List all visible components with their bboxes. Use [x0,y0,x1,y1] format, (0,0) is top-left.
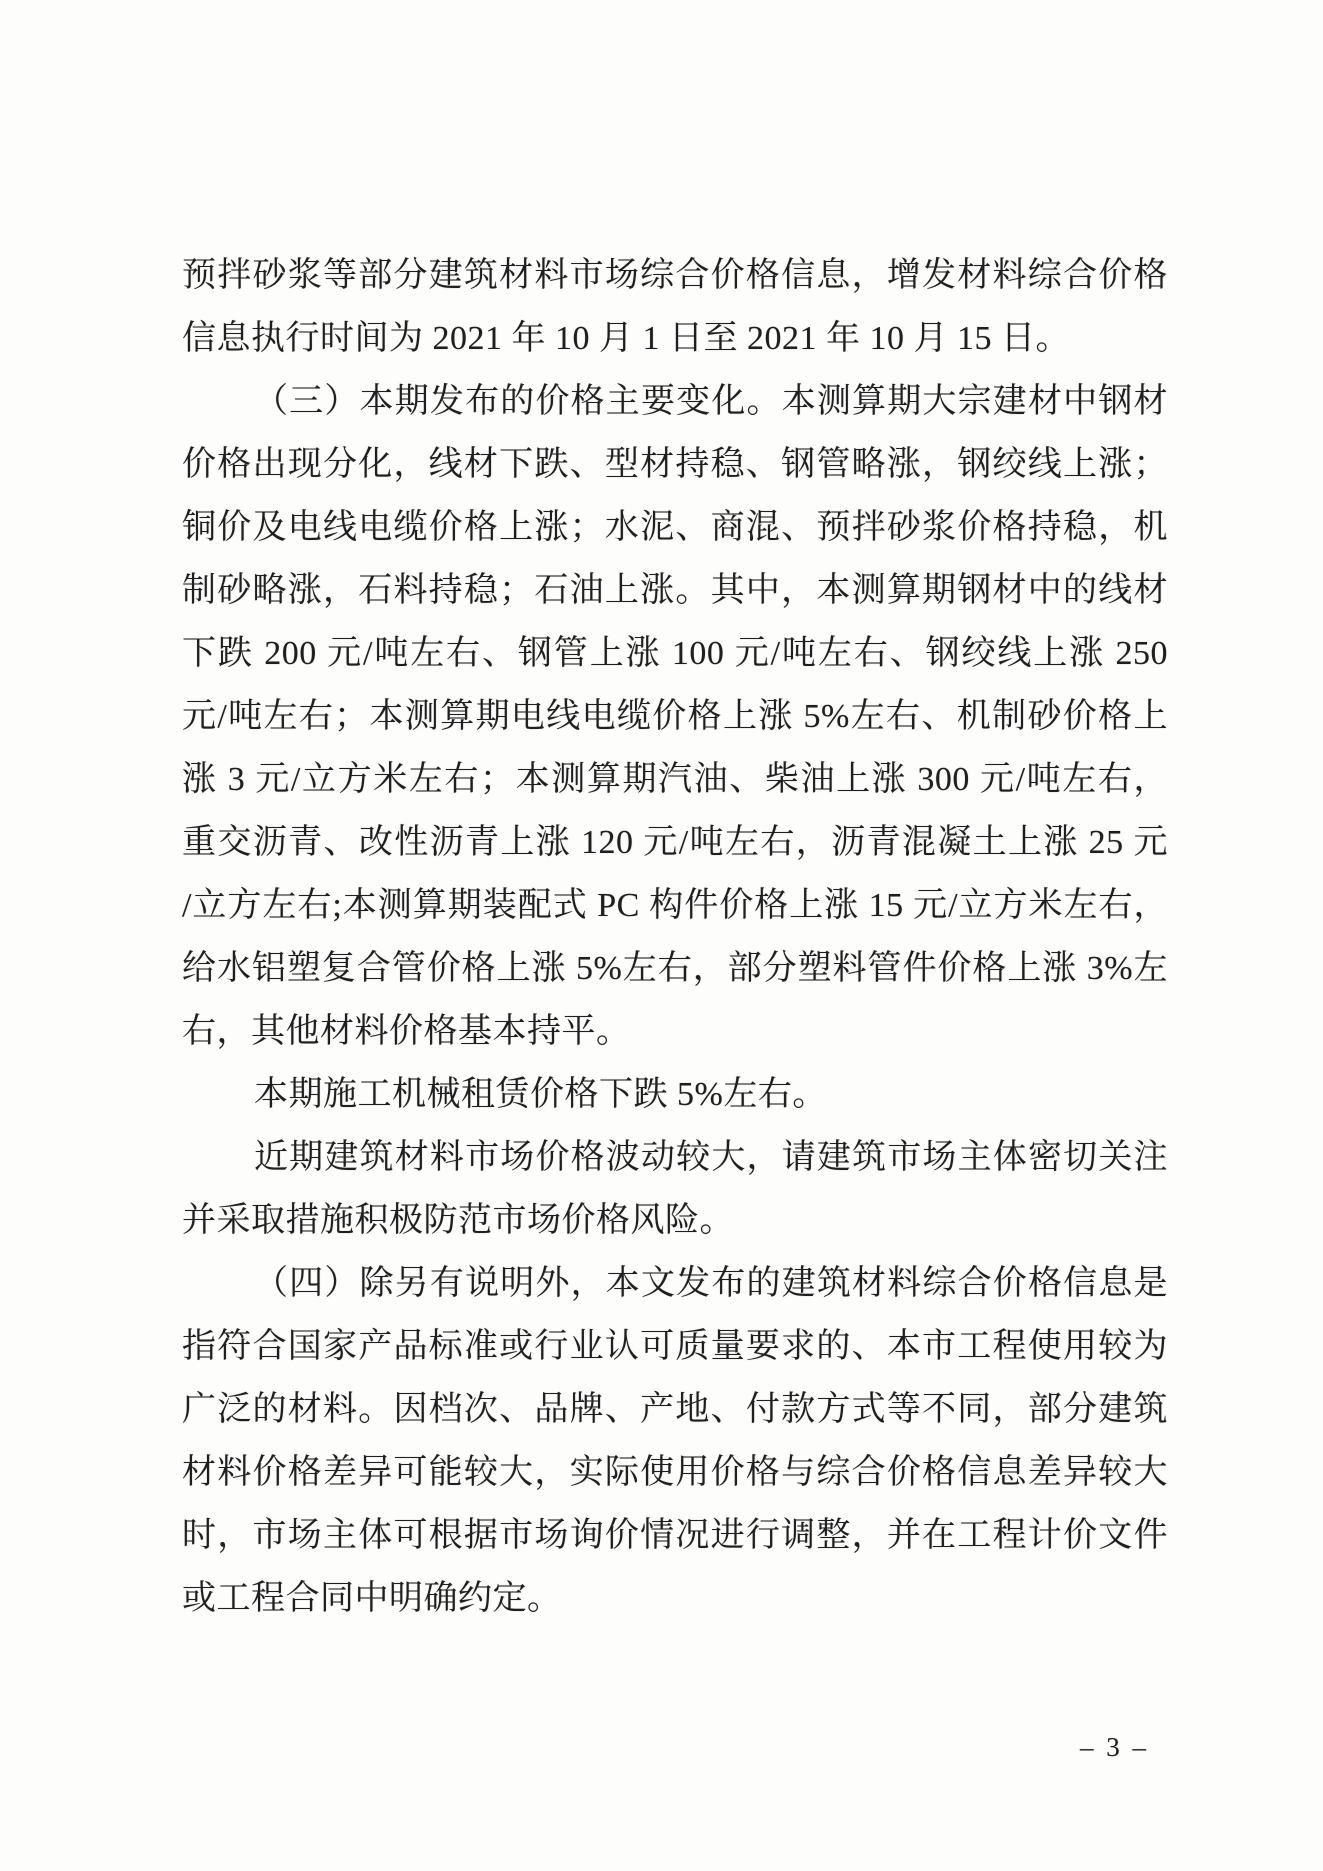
text-line: 制砂略涨，石料持稳；石油上涨。其中，本测算期钢材中的线材 [182,572,1168,609]
para-continuation [182,244,1168,370]
text-line: 并采取措施积极防范市场价格风险。 [182,1202,734,1239]
text-line: 重交沥青、改性沥青上涨 120 元/吨左右，沥青混凝土上涨 25 元 [182,824,1168,861]
text-line: 给水铝塑复合管价格上涨 5%左右，部分塑料管件价格上涨 3%左 [182,950,1168,987]
para-section-4 [182,1252,1168,1630]
text-line: 信息执行时间为 2021 年 10 月 1 日至 2021 年 10 月 15 日。 [182,320,1070,357]
text-line: 涨 3 元/立方米左右；本测算期汽油、柴油上涨 300 元/吨左右， [182,761,1168,798]
text-line: 下跌 200 元/吨左右、钢管上涨 100 元/吨左右、钢绞线上涨 250 [182,635,1168,672]
para-risk-warning [182,1126,1168,1252]
text-line: 广泛的材料。因档次、品牌、产地、付款方式等不同，部分建筑 [182,1391,1168,1428]
document-body [182,244,1168,1630]
text-line: （四）除另有说明外，本文发布的建筑材料综合价格信息是 [254,1265,1168,1302]
text-line: 价格出现分化，线材下跌、型材持稳、钢管略涨，钢绞线上涨； [182,446,1168,483]
text-line: 时，市场主体可根据市场询价情况进行调整，并在工程计价文件 [182,1517,1168,1554]
text-line: 铜价及电线电缆价格上涨；水泥、商混、预拌砂浆价格持稳，机 [182,509,1168,546]
para-machinery-rental [182,1063,1168,1126]
text-line: 指符合国家产品标准或行业认可质量要求的、本市工程使用较为 [182,1328,1168,1365]
text-line: 元/吨左右；本测算期电线电缆价格上涨 5%左右、机制砂价格上 [182,698,1168,735]
text-line: 近期建筑材料市场价格波动较大，请建筑市场主体密切关注 [254,1139,1168,1176]
page-number: – 3 – [1080,1732,1149,1762]
text-line: 或工程合同中明确约定。 [182,1580,562,1617]
text-line: 右，其他材料价格基本持平。 [182,1013,631,1050]
para-section-3 [182,370,1168,1063]
text-line: 预拌砂浆等部分建筑材料市场综合价格信息，增发材料综合价格 [182,257,1168,294]
text-line: 材料价格差异可能较大，实际使用价格与综合价格信息差异较大 [182,1454,1168,1491]
text-line: 本期施工机械租赁价格下跌 5%左右。 [254,1076,827,1113]
text-line: /立方左右;本测算期装配式 PC 构件价格上涨 15 元/立方米左右， [182,887,1168,924]
text-line: （三）本期发布的价格主要变化。本测算期大宗建材中钢材 [254,383,1168,420]
